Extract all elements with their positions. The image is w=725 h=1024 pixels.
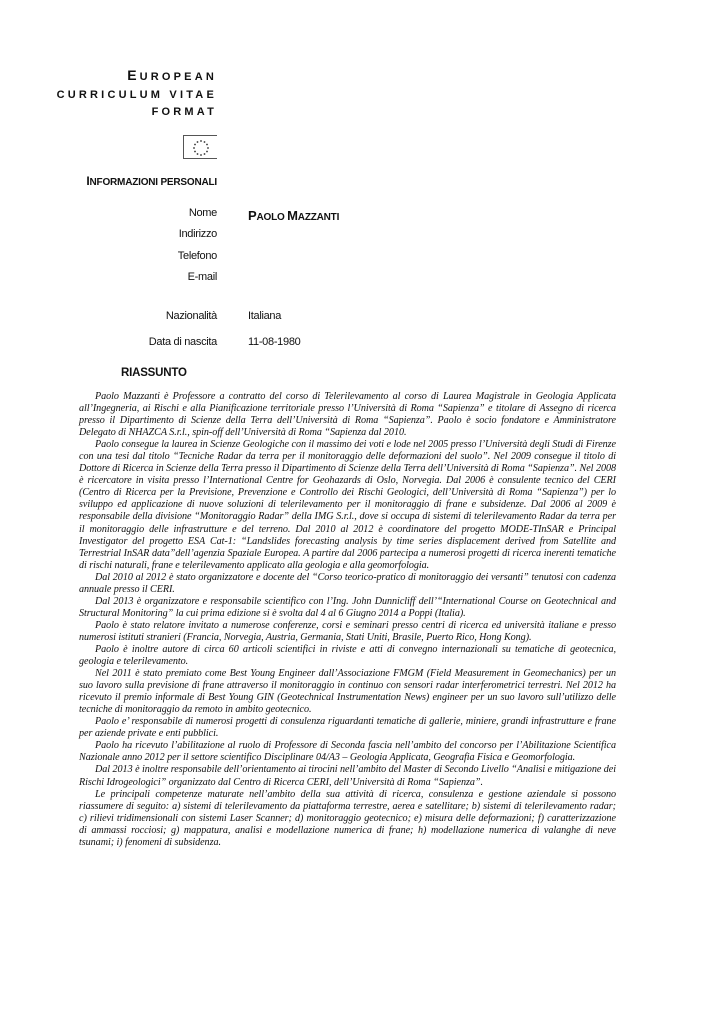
summary-paragraph: Dal 2010 al 2012 è stato organizzatore e docente del “Corso teorico-pratico di monitoraggio dei versanti” tenutosi con cadenza annuale presso il CERI. (79, 571, 616, 595)
title-initial: E (127, 67, 140, 83)
birthdate-value: 11-08-1980 (248, 336, 301, 348)
name-value (248, 208, 339, 223)
title-line-european (57, 67, 217, 87)
address-label: Indirizzo (178, 228, 217, 240)
cv-format-title (57, 67, 217, 122)
phone-label: Telefono (177, 250, 217, 262)
last-name-initial: M (287, 208, 298, 223)
summary-paragraph: Paolo è inoltre autore di circa 60 articoli scientifici in riviste e atti di convegno internazionali su tematiche di geotecnica, geologia e telerilevamento. (79, 643, 616, 668)
eu-flag-icon (183, 135, 217, 159)
last-name-rest: AZZANTI (297, 212, 340, 223)
summary-paragraph: Dal 2013 è organizzatore e responsabile scientifico con l’Ing. John Dunnicliff dell’“International Course on Geotechnical and Structural Monitoring” la cui prima edizione si è svolta dal 4 al 6 Giugno 2014 a Poppi (Italia). (79, 595, 616, 619)
summary-paragraph: Paolo consegue la laurea in Scienze Geologiche con il massimo dei voti e lode nel 2005 presso l’Università degli Studi di Firenze con una tesi dal titolo “Tecniche Radar da terra per il monitoraggio delle deformazioni del suolo”. Nel 2009 consegue il titolo di Dottore di Ricerca in Scienze della Terra presso il Dipartimento di Scienze della Terra dell’Università di Roma “Sapienza”. Nel 2008 è ricercatore in visita presso l’International Centre for Geohazards di Oslo, Norvegia. Dal 2006 è consulente tecnico del CERI (Centro di Ricerca per la Previsione, Prevenzione e Controllo dei Rischi Geologici, dell’Università di Roma “Sapienza”) per lo sviluppo ed applicazione di nuove soluzioni di telerilevamento per il monitoraggio di frane e subsidenze. Dal 2006 al 2009 è responsabile della divisione “Monitoraggio Radar” della IMG S.r.l., dove si occupa di sistemi di telerilevamento Radar da terra per il monitoraggio delle infrastrutture e del terreno. Dal 2010 al 2012 è coordinatore del progetto MODE-TInSAR e Principal Investigator del progetto ESA Cat-1: “Landslides forecasting analysis by time series displacement derived from Satellite and Terrestrial InSAR data”dell’agenzia Spaziale Europea. A partire dal 2006 partecipa a numerosi progetti di ricerca inerenti tematiche di rischi naturali, frane e telerilevamento applicato alla geologia e alla geomorfologia. (79, 439, 616, 571)
summary-paragraph: Nel 2011 è stato premiato come Best Young Engineer dall’Associazione FMGM (Field Measurement in Geomechanics) per un suo lavoro sulla previsione di frane attraverso il monitoraggio in continuo con sensori radar interferometrici terrestri. Nel 2012 ha ricevuto il premio informale di Best Young GIN (Geotechnical Instrumentation News) engineer per un suo lavoro sull’utilizzo delle tecniche di monitoraggio da remoto in ambito geotecnico. (79, 668, 616, 716)
personal-info-heading (86, 174, 217, 188)
email-label: E-mail (187, 271, 217, 283)
heading-initial: I (86, 174, 90, 188)
summary-heading: RIASSUNTO (121, 367, 187, 379)
summary-paragraph: Paolo ha ricevuto l’abilitazione al ruolo di Professore di Seconda fascia nell’ambito del concorso per l’Abilitazione Scientifica Nazionale anno 2012 per il settore scientifico Disciplinare 04/A3 – Geologia Applicata, Geografia Fisica e Geomorfologia. (79, 740, 616, 764)
summary-paragraph: Le principali competenze maturate nell’ambito della sua attività di ricerca, consulenza e gestione aziendale si possono riassumere di seguito: a) sistemi di telerilevamento da piattaforma terrestre, aerea e satellitare; b) sistemi di telerilevamento radar; c) rilievi tridimensionali con sistemi Laser Scanner; d) monitoraggio geotecnico; e) misura delle deformazioni; f) caratterizzazione di ammassi rocciosi; g) mappatura, analisi e modellazione numerica di frane; h) modellazione numerica di valanghe di neve tsunami; i) fenomeni di subsidenza. (79, 788, 616, 848)
title-line-format: FORMAT (151, 106, 217, 118)
first-name-rest: AOLO (256, 212, 288, 223)
title-line1-text: UROPEAN (139, 71, 217, 83)
first-name-initial: P (248, 208, 257, 223)
name-label: Nome (188, 207, 217, 219)
nationality-value: Italiana (248, 310, 282, 322)
summary-body (79, 391, 616, 849)
summary-paragraph: Paolo è stato relatore invitato a numerose conferenze, corsi e seminari presso centri di ricerca ed università italiane e presso numerosi istituti stranieri (Francia, Norvegia, Austria, Germania, Stati Uniti, Brasile, Puerto Rico, Hong Kong). (79, 619, 616, 643)
summary-paragraph: Paolo Mazzanti è Professore a contratto del corso di Telerilevamento al corso di Laurea Magistrale in Geologia Applicata all’Ingegneria, ai Rischi e alla Pianificazione territoriale presso l’Università di Roma “Sapienza” e titolare di Assegno di ricerca presso il Dipartimento di Scienze della Terra dell’Università di Roma “Sapienza”. Paolo è socio fondatore e Amministratore Delegato di NHAZCA S.r.l., spin-off dell’Università di Roma “Sapienza dal 2010. (79, 391, 616, 439)
nationality-label: Nazionalità (165, 310, 217, 322)
title-line-curriculum: CURRICULUM VITAE (56, 88, 217, 101)
birthdate-label: Data di nascita (148, 336, 217, 348)
summary-paragraph: Dal 2013 è inoltre responsabile dell’orientamento ai tirocini nell’ambito del Master di Secondo Livello “Analisi e mitigazione dei Rischi Idrogeologici” organizzato dal Centro di Ricerca CERI, dell’Università di Roma “Sapienza”. (79, 764, 616, 788)
heading-rest: NFORMAZIONI PERSONALI (89, 177, 217, 188)
summary-paragraph: Paolo e’ responsabile di numerosi progetti di consulenza riguardanti tematiche di gallerie, miniere, grandi infrastrutture e frane per aziende private e enti pubblici. (79, 716, 616, 740)
